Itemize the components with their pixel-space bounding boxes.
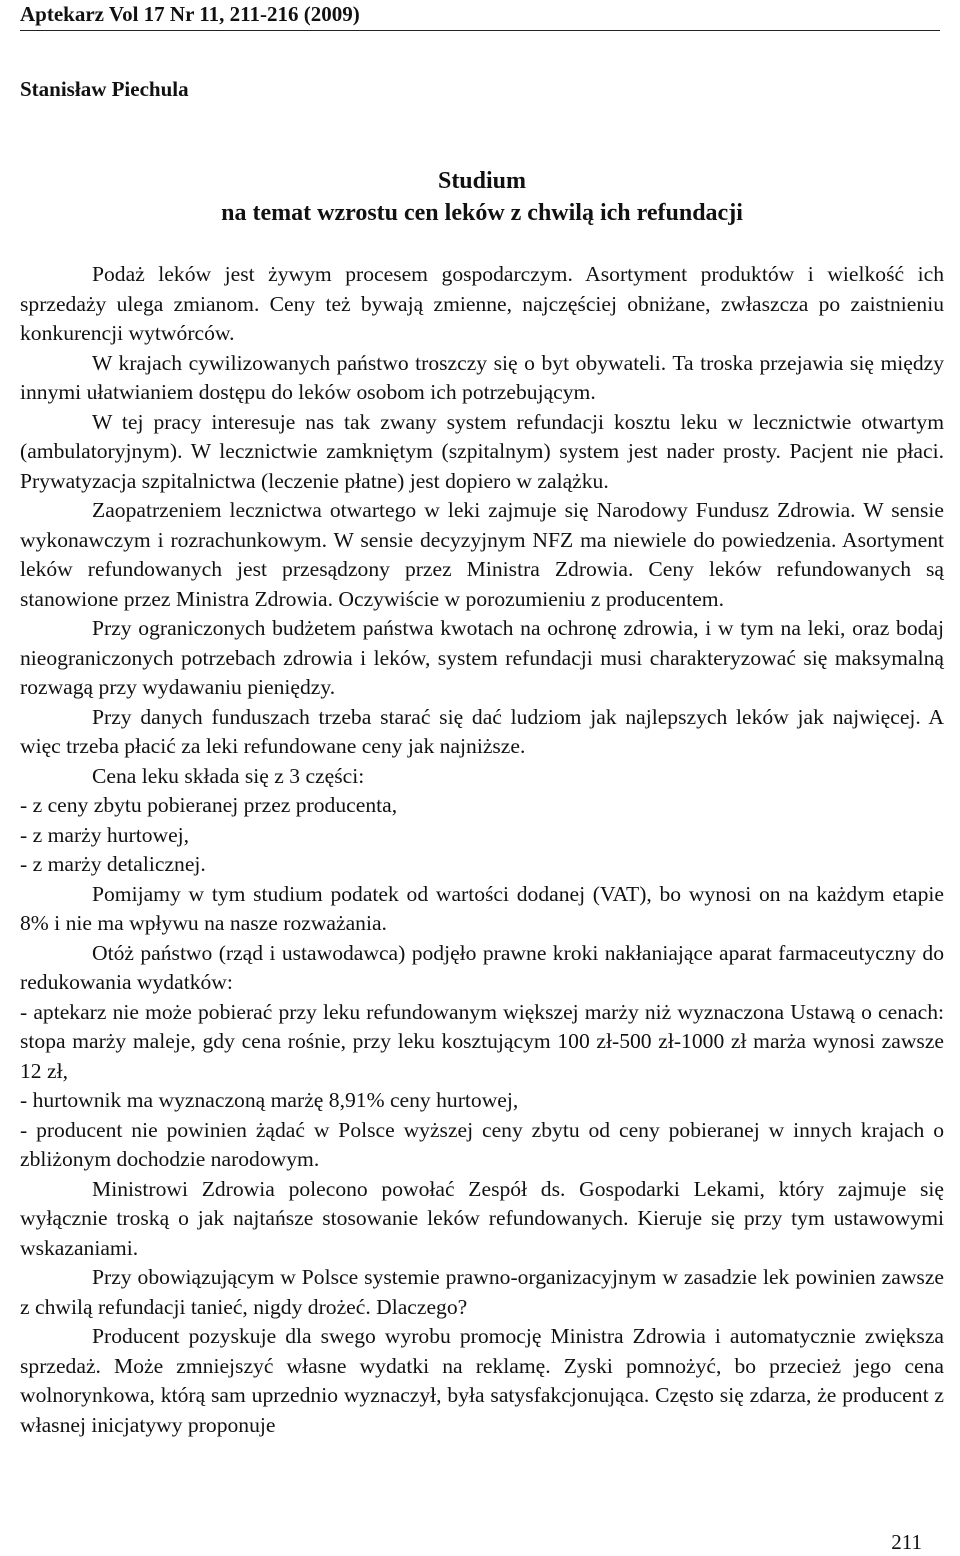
paragraph: Otóż państwo (rząd i ustawodawca) podjęło prawne kroki nakłaniające aparat farmaceutyczny do redukowania wydatków: xyxy=(20,940,944,994)
article-title xyxy=(20,165,944,229)
paragraph: Cena leku składa się z 3 części: xyxy=(92,763,365,788)
title-line-1: Studium xyxy=(437,168,527,194)
list-item: - z marży detalicznej. xyxy=(20,852,206,876)
list-item: - producent nie powinien żądać w Polsce wyższej ceny zbytu od ceny pobieranej w innych krajach o zbliżonym dochodzie narodowym. xyxy=(20,1117,944,1171)
paragraph: Producent pozyskuje dla swego wyrobu promocję Ministra Zdrowia i automatycznie zwiększa sprzedaż. Może zmniejszyć własne wydatki na reklamę. Zyski pomnożyć, bo przecież jego cena wolnorynkowa, którą sam uprzednio wyznaczył, była satysfakcjonująca. Często się zdarza, że producent z własnej inicjatywy proponuje xyxy=(20,1324,944,1437)
list-item: - hurtownik ma wyznaczoną marżę 8,91% ceny hurtowej, xyxy=(20,1088,519,1112)
list-item: - z ceny zbytu pobieranej przez producenta, xyxy=(20,793,398,817)
paragraph: Przy ograniczonych budżetem państwa kwotach na ochronę zdrowia, i w tym na leki, oraz bodaj nieograniczonych potrzebach zdrowia i leków, system refundacji musi charakteryzować się maksymalną rozwagą przy wydawaniu pieniędzy. xyxy=(20,616,944,699)
author-name: Stanisław Piechula xyxy=(20,77,189,101)
list-item: - aptekarz nie może pobierać przy leku refundowanym większej marży niż wyznaczona Ustawą o cenach: stopa marży maleje, gdy cena rośnie, przy leku kosztującym 100 zł-500 zł-1000 zł marża wynosi zawsze 12 zł, xyxy=(20,999,944,1083)
list-item: - z marży hurtowej, xyxy=(20,822,190,847)
page-number: 211 xyxy=(891,1530,922,1554)
paragraph: Pomijamy w tym studium podatek od wartości dodanej (VAT), bo wynosi on na każdym etapie 8% i nie ma wpływu na nasze rozważania. xyxy=(20,881,944,935)
paragraph: W tej pracy interesuje nas tak zwany system refundacji kosztu leku w lecznictwie otwartym (ambulatoryjnym). W lecznictwie zamkniętym (szpitalnym) system jest nader prosty. Pacjent nie płaci. Prywatyzacja szpitalnictwa (leczenie płatne) jest dopiero w zalążku. xyxy=(20,409,944,493)
paragraph: Przy obowiązującym w Polsce systemie prawno-organizacyjnym w zasadzie lek powinien zawsze z chwilą refundacji tanieć, nigdy drożeć. Dlaczego? xyxy=(20,1265,944,1319)
paragraph: Podaż leków jest żywym procesem gospodarczym. Asortyment produktów i wielkość ich sprzedaży ulega zmianom. Ceny też bywają zmienne, najczęściej obniżane, zwłaszcza po zaistnieniu konkurencji wytwórców. xyxy=(20,262,944,345)
article-body xyxy=(20,260,944,1440)
paragraph: Przy danych funduszach trzeba starać się dać ludziom jak najlepszych leków jak najwięcej. A więc trzeba płacić za leki refundowane ceny jak najniższe. xyxy=(20,704,944,758)
paragraph: Zaopatrzeniem lecznictwa otwartego w leki zajmuje się Narodowy Fundusz Zdrowia. W sensie wykonawczym i rozrachunkowym. W sensie decyzyjnym NFZ ma niewiele do powiedzenia. Asortyment leków refundowanych jest przesądzony przez Ministra Zdrowia. Ceny leków refundowanych są stanowione przez Ministra Zdrowia. Oczywiście w porozumieniu z producentem. xyxy=(20,498,944,611)
title-line-2: na temat wzrostu cen leków z chwilą ich refundacji xyxy=(221,200,743,226)
journal-header: Aptekarz Vol 17 Nr 11, 211-216 (2009) xyxy=(20,0,940,31)
paragraph: W krajach cywilizowanych państwo troszczy się o byt obywateli. Ta troska przejawia się między innymi ułatwianiem dostępu do leków osobom ich potrzebującym. xyxy=(20,350,944,404)
paragraph: Ministrowi Zdrowia polecono powołać Zespół ds. Gospodarki Lekami, który zajmuje się wyłącznie troską o jak najtańsze stosowanie leków refundowanych. Kieruje się przy tym ustawowymi wskazaniami. xyxy=(20,1176,944,1260)
